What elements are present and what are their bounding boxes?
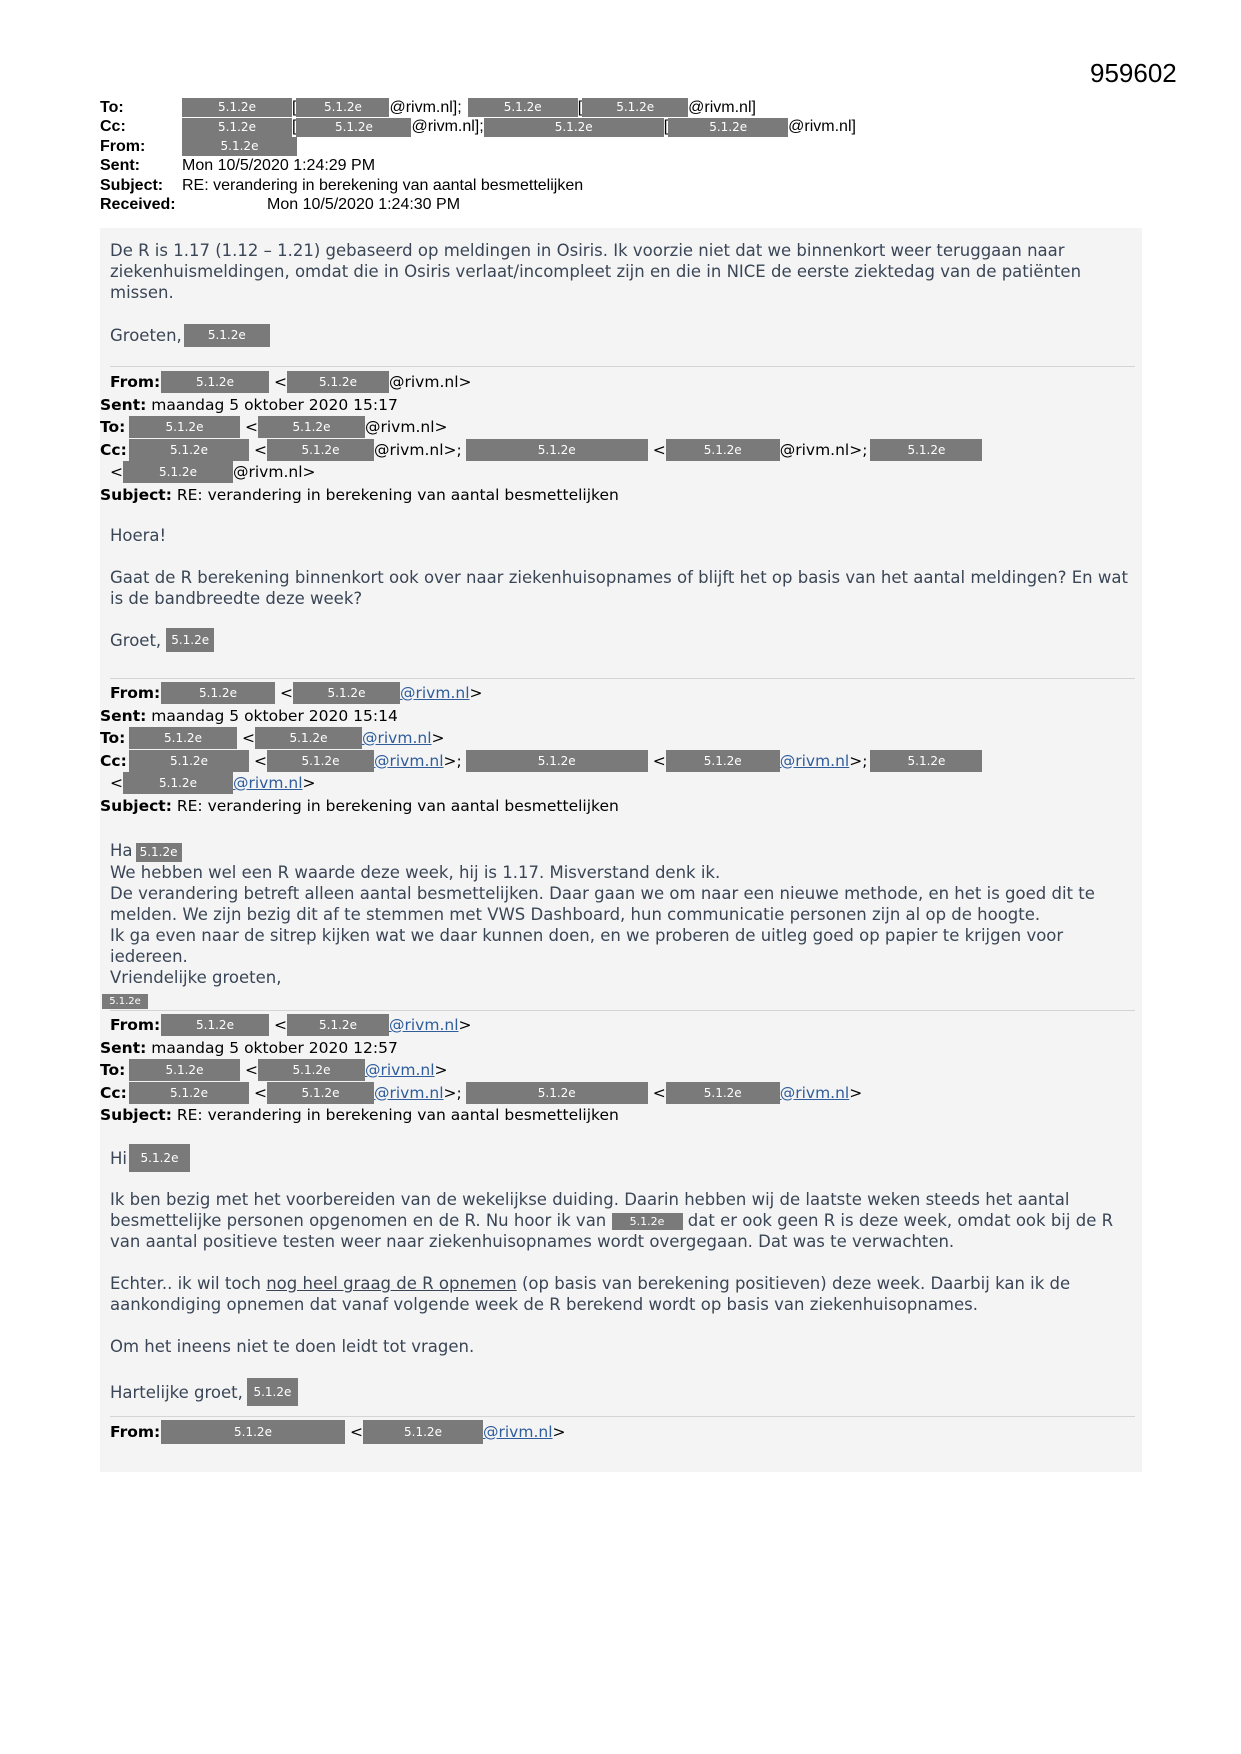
redaction: 5.1.2e [129,416,240,438]
paragraph: Vriendelijke groeten, [110,968,282,987]
gt: >; [849,751,868,770]
sent-value: maandag 5 oktober 2020 15:17 [151,395,398,414]
email-link[interactable]: @rivm.nl [365,1061,435,1079]
redaction: 5.1.2e [102,994,148,1009]
message-header [100,682,1142,817]
email-link[interactable]: @rivm.nl [374,1083,444,1102]
lt: < [110,774,123,792]
redaction: 5.1.2e [258,416,365,438]
gt: > [458,1016,472,1034]
subject-label: Subject: [100,796,172,815]
redaction: 5.1.2e [666,439,780,461]
outer-subject-row [100,176,1100,196]
gt: > [302,774,316,792]
lt: < [274,373,287,391]
cc-label: Cc: [100,751,127,770]
paragraph: We hebben wel een R waarde deze week, hij is 1.17. Misverstand denk ik. [110,863,721,882]
text: dat er ook geen R is deze week, omdat ook bij de R van aantal positieve testen weer naar ziekenhuisopnames wordt overgegaan. Dat was te verwachten. [110,1211,1114,1251]
greeting: Groeten, [110,326,182,345]
bracket: [ [663,118,669,136]
from-label: From: [110,684,161,702]
to-label: To: [100,418,126,436]
paragraph: De verandering betreft alleen aantal besmettelijken. Daar gaan we om naar een nieuwe methode, en het is goed dit te melden. We zijn bezig dit af te stemmen met VWS Dashboard, hun communicatie personen zijn al op de hoogte. [110,884,1095,924]
message-header [100,1014,1142,1127]
lt: < [652,1083,666,1102]
redaction: 5.1.2e [161,1420,345,1444]
message-header [100,1421,1142,1444]
sent-value: maandag 5 oktober 2020 12:57 [151,1038,398,1057]
from-label: From: [110,1423,161,1441]
cc-label: Cc: [100,118,126,136]
lt: < [242,729,255,747]
underlined-text: nog heel graag de R opnemen [266,1274,517,1293]
greeting-row [110,1378,1135,1406]
email-domain: @rivm.nl>; [374,440,462,459]
sent-label: Sent: [100,706,147,725]
redaction: 5.1.2e [296,98,389,117]
from-label: From: [110,373,161,391]
subject-value: RE: verandering in berekening van aantal besmettelijken [176,485,619,504]
redaction: 5.1.2e [129,1059,240,1081]
message-body [110,525,1135,652]
message-body [110,1144,1135,1406]
email-link[interactable]: @rivm.nl [233,774,303,792]
salutation-row [110,839,1135,862]
redaction: 5.1.2e [666,750,780,772]
lt: < [350,1423,363,1441]
outer-to-row [100,98,1100,118]
redaction: 5.1.2e [296,118,411,137]
email-domain: @rivm.nl> [233,463,316,481]
salutation: Hi [110,1148,127,1168]
greeting: Groet, [110,630,162,650]
redaction: 5.1.2e [123,461,233,483]
separator [110,1416,1135,1417]
redaction: 5.1.2e [582,98,688,117]
redaction: 5.1.2e [666,1082,780,1104]
paragraph: Om het ineens niet te doen leidt tot vragen. [110,1337,475,1356]
reply-body [110,240,1135,347]
redaction: 5.1.2e [466,439,648,461]
redaction: 5.1.2e [258,1059,365,1081]
redaction: 5.1.2e [247,1378,298,1406]
redaction: 5.1.2e [166,628,214,652]
redaction: 5.1.2e [129,750,249,772]
gt: > [434,1061,448,1079]
outer-header [100,98,1100,215]
email-domain: @rivm.nl]; [411,118,484,136]
greeting-row [110,628,1135,652]
outer-sent-row [100,157,1100,177]
redaction: 5.1.2e [466,1082,648,1104]
redaction: 5.1.2e [612,1213,683,1230]
redaction: 5.1.2e [363,1420,483,1444]
sent-label: Sent: [100,395,147,414]
sent-label: Sent: [100,157,140,175]
redaction: 5.1.2e [184,324,270,347]
paragraph: Gaat de R berekening binnenkort ook over naar ziekenhuisopnames of blijft het op basis van het aantal meldingen? En wat is de bandbreedte deze week? [110,568,1128,608]
redaction: 5.1.2e [267,1082,374,1104]
redaction: 5.1.2e [287,1014,389,1036]
redaction: 5.1.2e [129,439,249,461]
email-domain: @rivm.nl> [389,373,472,391]
bracket: [ [292,98,297,116]
lt: < [254,1083,267,1102]
redaction: 5.1.2e [668,118,788,137]
paragraph: Hoera! [110,526,167,545]
document-id: 959602 [1090,58,1177,88]
paragraph: Ik ga even naar de sitrep kijken wat we daar kunnen doen, en we proberen de uitleg goed op papier te krijgen voor iedereen. [110,926,1064,966]
to-label: To: [100,1061,126,1079]
redaction: 5.1.2e [129,1082,249,1104]
received-label: Received: [100,196,176,214]
lt: < [652,751,666,770]
redaction: 5.1.2e [123,772,233,794]
gt: >; [443,1083,462,1102]
paragraph [110,1273,1135,1315]
email-link[interactable]: @rivm.nl [389,1016,459,1034]
separator [110,366,1135,367]
redaction: 5.1.2e [129,1144,190,1172]
gt: > [552,1423,566,1441]
greeting: Hartelijke groet, [110,1382,243,1402]
subject-label: Subject: [100,176,164,194]
salutation-row [110,1144,1135,1172]
salutation: Ha [110,841,133,860]
message-header [100,371,1142,506]
email-link[interactable]: @rivm.nl [483,1423,553,1441]
email-link[interactable]: @rivm.nl [779,751,850,770]
lt: < [274,1016,287,1034]
paragraph [110,1189,1135,1252]
email-link[interactable]: @rivm.nl [400,684,470,702]
email-domain: @rivm.nl] [688,98,756,116]
message-body [110,839,1135,988]
lt: < [254,440,267,459]
subject-value: RE: verandering in berekening van aantal besmettelijken [182,176,584,194]
gt: > [431,729,445,747]
lt: < [245,1061,258,1079]
sent-value: maandag 5 oktober 2020 15:14 [151,706,398,725]
subject-value: RE: verandering in berekening van aantal besmettelijken [176,1106,619,1124]
lt: < [652,440,666,459]
redaction: 5.1.2e [182,137,297,156]
email-domain: @rivm.nl]; [389,98,462,116]
redaction: 5.1.2e [870,439,982,461]
separator [110,1010,1135,1011]
subject-label: Subject: [100,485,172,504]
lt: < [254,751,267,770]
subject-label: Subject: [100,1106,172,1124]
from-label: From: [100,137,146,155]
email-domain: @rivm.nl] [788,118,856,136]
email-link[interactable]: @rivm.nl [374,751,444,770]
email-domain: @rivm.nl>; [779,440,868,459]
sent-value: Mon 10/5/2020 1:24:29 PM [182,157,376,175]
bracket: [ [577,98,583,116]
received-value: Mon 10/5/2020 1:24:30 PM [267,196,461,214]
redaction: 5.1.2e [267,750,374,772]
text: (op basis van berekening positieven) deze week. Daarbij kan ik de aankondiging opnemen dat vanaf volgende week de R berekend wordt op basis van ziekenhuisopnames. [110,1274,1071,1314]
redaction: 5.1.2e [161,371,269,393]
email-link[interactable]: @rivm.nl [779,1083,850,1102]
separator [110,678,1135,679]
text: Echter.. ik wil toch [110,1274,261,1293]
from-label: From: [110,1016,161,1034]
redaction: 5.1.2e [129,727,237,749]
gt: > [849,1083,863,1102]
email-domain: @rivm.nl> [365,418,448,436]
bracket: [ [292,118,297,136]
redaction: 5.1.2e [182,118,292,137]
redaction: 5.1.2e [293,682,400,704]
redaction: 5.1.2e [136,843,182,862]
to-label: To: [100,98,124,116]
email-link[interactable]: @rivm.nl [362,729,432,747]
redaction: 5.1.2e [182,98,292,117]
redaction: 5.1.2e [161,1014,269,1036]
redaction: 5.1.2e [870,750,982,772]
lt: < [280,684,293,702]
gt: > [469,684,483,702]
cc-label: Cc: [100,440,127,459]
redaction: 5.1.2e [468,98,578,117]
gt: >; [443,751,462,770]
sent-label: Sent: [100,1038,147,1057]
outer-cc-row [100,118,1100,138]
redaction: 5.1.2e [287,371,389,393]
redaction: 5.1.2e [484,118,664,137]
redaction: 5.1.2e [267,439,374,461]
reply-paragraph: De R is 1.17 (1.12 – 1.21) gebaseerd op meldingen in Osiris. Ik voorzie niet dat we binnenkort weer teruggaan naar ziekenhuismeldingen, omdat die in Osiris verlaat/incompleet zijn en die in NICE de eerste ziektedag van de patiënten missen. [110,241,1082,302]
outer-from-row [100,137,1100,157]
to-label: To: [100,729,126,747]
redaction: 5.1.2e [255,727,362,749]
outer-received-row [100,196,1100,216]
email-thread [100,228,1142,1472]
redaction: 5.1.2e [161,682,275,704]
subject-value: RE: verandering in berekening van aantal besmettelijken [176,796,619,815]
lt: < [110,463,123,481]
text: Ik ben bezig met het voorbereiden van de wekelijkse duiding. Daarin hebben wij de laatste weken steeds het aantal besmettelijke personen opgenomen en de R. Nu hoor ik van [110,1190,1070,1230]
cc-label: Cc: [100,1083,127,1102]
redaction: 5.1.2e [466,750,648,772]
lt: < [245,418,258,436]
reply-greeting-row [110,324,1135,347]
